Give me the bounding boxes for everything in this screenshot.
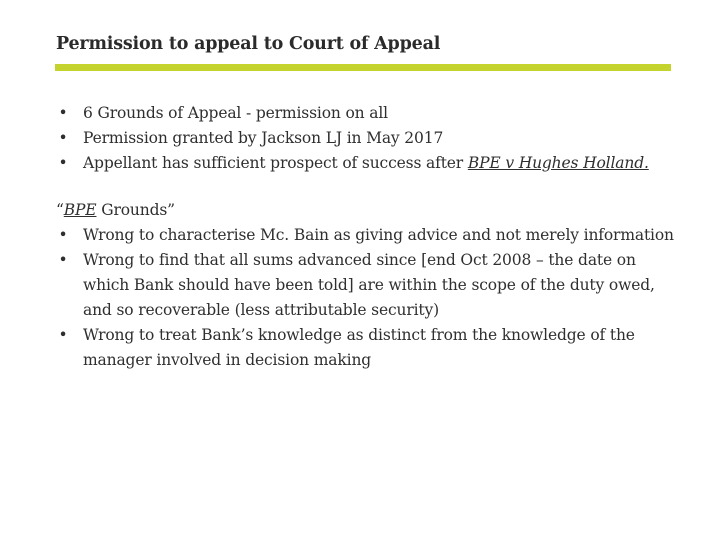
grounds-list [56, 101, 678, 176]
list-item [56, 126, 678, 151]
section-heading [56, 198, 678, 223]
bullet: • [58, 326, 68, 344]
slide-body [56, 101, 678, 373]
heading-rest: Grounds” [96, 201, 175, 219]
bpe-grounds-list [56, 223, 678, 373]
section-spacer [56, 176, 678, 198]
list-item-text: Permission granted by Jackson LJ in May 2017 [83, 129, 444, 147]
list-item-text: Wrong to treat Bank’s knowledge as distinct from the knowledge of the manager involved in decision making [83, 326, 635, 369]
case-citation: BPE v Hughes Holland. [467, 154, 649, 172]
list-item-text: Appellant has sufficient prospect of success after [83, 154, 468, 172]
list-item [56, 101, 678, 126]
bullet: • [58, 104, 68, 122]
title-accent-bar [55, 64, 671, 71]
list-item [56, 323, 678, 373]
list-item [56, 151, 678, 176]
bullet: • [58, 226, 68, 244]
bullet: • [58, 154, 68, 172]
list-item [56, 248, 678, 323]
list-item-text: 6 Grounds of Appeal - permission on all [83, 104, 388, 122]
slide-title: Permission to appeal to Court of Appeal [56, 34, 441, 54]
open-quote: “ [56, 201, 64, 219]
bullet: • [58, 129, 68, 147]
case-abbrev: BPE [63, 201, 97, 219]
list-item [56, 223, 678, 248]
bullet: • [58, 251, 68, 269]
list-item-text: Wrong to find that all sums advanced since [end Oct 2008 – the date on which Bank should have been told] are within the scope of the duty owed, and so recoverable (less attributable security) [83, 251, 655, 319]
list-item-text: Wrong to characterise Mc. Bain as giving advice and not merely information [83, 226, 674, 244]
